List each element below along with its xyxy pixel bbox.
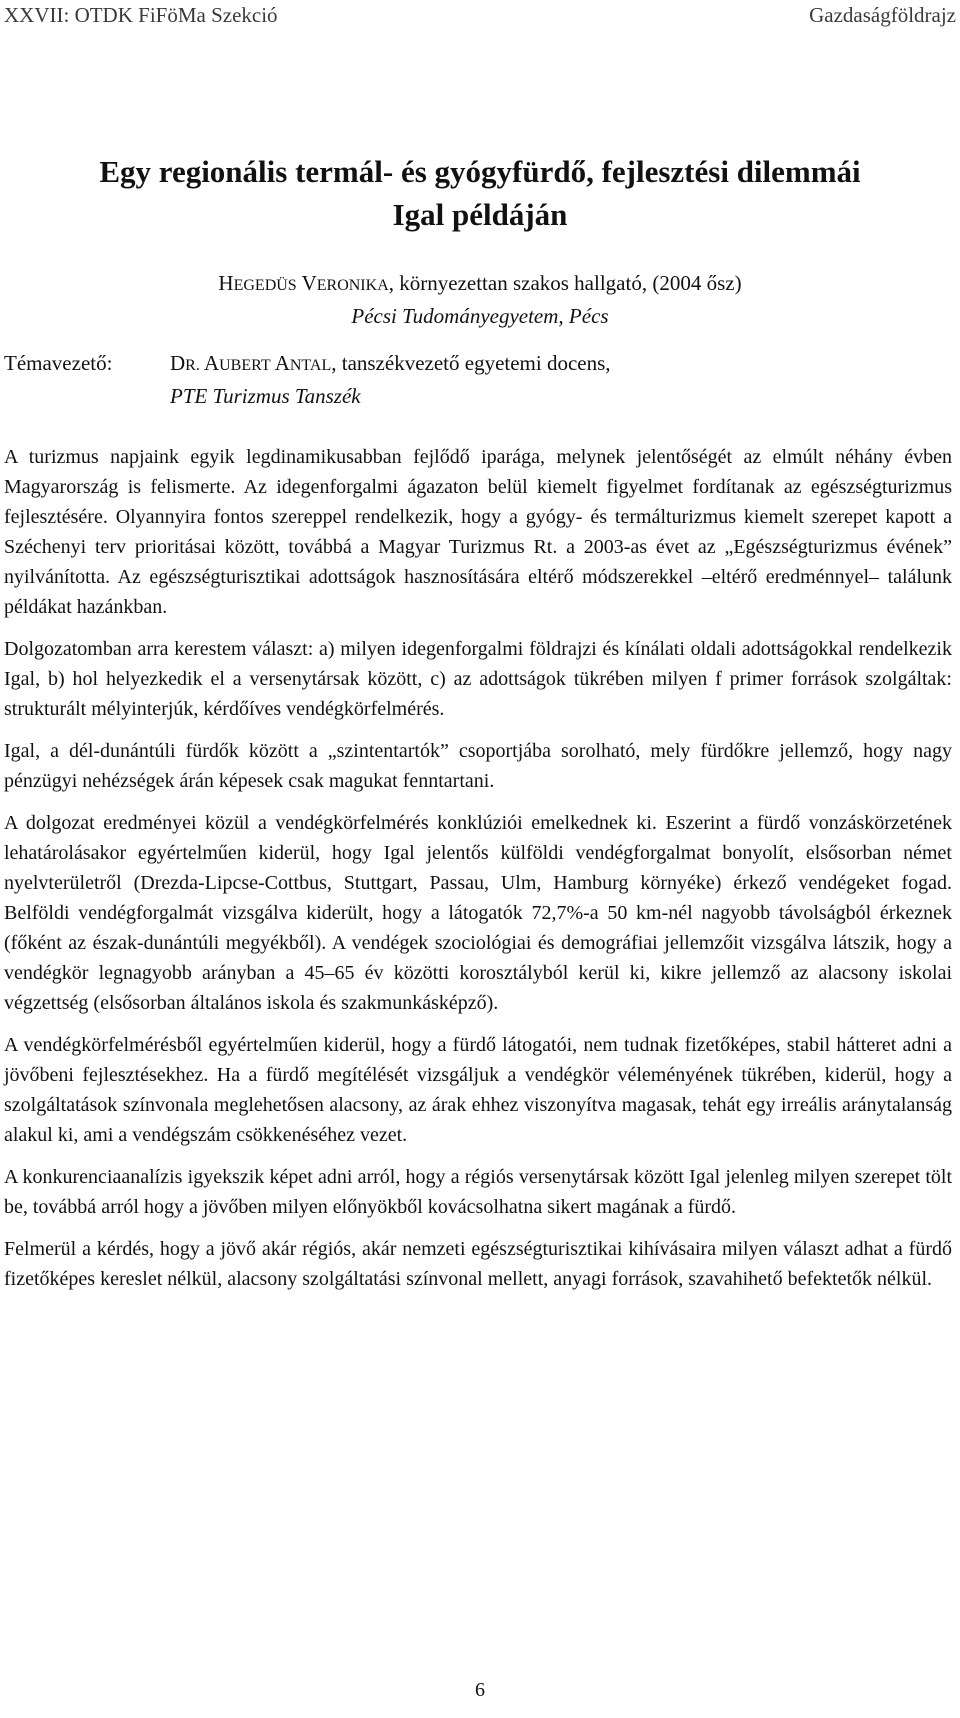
header-discipline-label: Gazdaságföldrajz [809, 3, 956, 27]
advisor-block [4, 348, 944, 411]
paragraph: A dolgozat eredményei közül a vendégkörfelmérés konklúziói emelkednek ki. Eszerint a fürdő vonzáskörzetének lehatárolásakor egyértelműen kiderül, hogy Igal jelentős külföldi vendégforgalmat bonyolít, elsősorban német nyelvterületről (Drezda-Lipcse-Cottbus, Stuttgart, Passau, Ulm, Hamburg környéke) érkező vendégeket fogad. Belföldi vendégforgalmát vizsgálva kiderült, hogy a látogatók 72,7%-a 50 km-nél nagyobb távolságból érkeznek (főként az észak-dunántúli megyékből). A vendégek szociológiai és demográfiai jellemzőit vizsgálva látszik, hogy a vendégkör legnagyobb arányban a 45–65 év közötti korosztályból kerül ki, kikre jellemző az alacsony iskolai végzettség (elsősorban általános iskola és szakmunkásképző). [4, 812, 952, 1014]
title-line-2: Igal példáján [392, 197, 568, 232]
header-section-label: XXVII: OTDK FiFöMa Szekció [4, 3, 278, 27]
advisor-line [4, 348, 944, 381]
running-header [0, 0, 960, 34]
title-line-1: Egy regionális termál- és gyógyfürdő, fejlesztési dilemmái [99, 154, 861, 189]
paragraph: A vendégkörfelmérésből egyértelműen kiderül, hogy a fürdő látogatói, nem tudnak fizetőképes, stabil hátteret adni a jövőbeni fejlesztésekhez. Ha a fürdő megítélését vizsgáljuk a vendégkör véleményének tükrében, kiderül, hogy a szolgáltatások színvonala meglehetősen alacsony, az árak ehhez viszonyítva magasak, tehát egy irreális aránytalanság alakul ki, ami a vendégszám csökkenéséhez vezet. [4, 1034, 952, 1146]
advisor-department: PTE Turizmus Tanszék [170, 384, 361, 408]
advisor-name: DR. AUBERT ANTAL [170, 351, 332, 375]
advisor-position: , tanszékvezető egyetemi docens, [331, 351, 611, 375]
advisor-label: Témavezető: [4, 351, 113, 375]
author-name: HEGEDÜS VERONIKA [218, 271, 389, 295]
page-number: 6 [475, 1679, 485, 1701]
paragraph: Felmerül a kérdés, hogy a jövő akár régiós, akár nemzeti egészségturisztikai kihívásaira milyen választ adhat a fürdő fizetőképes kereslet nélkül, alacsony szolgáltatási színvonal mellett, anyagi források, szavahihető befektetők nélkül. [4, 1238, 952, 1290]
paragraph: Dolgozatomban arra kerestem választ: a) milyen idegenforgalmi földrajzi és kínálati oldali adottságokkal rendelkezik Igal, b) hol helyezkedik el a versenytársak között, c) az adottságok tükrében milyen f primer források szolgáltak: strukturált mélyinterjúk, kérdőíves vendégkörfelmérés. [4, 638, 952, 720]
paper-title [0, 150, 960, 236]
author-line [0, 268, 960, 301]
author-affiliation: , környezettan szakos hallgató, (2004 ősz) [388, 271, 742, 295]
author-block [0, 268, 960, 331]
paragraph: Igal, a dél-dunántúli fürdők között a „szintentartók” csoportjába sorolható, mely fürdőkre jellemző, hogy nagy pénzügyi nehézségek árán képesek csak magukat fenntartani. [4, 740, 952, 792]
paragraph: A konkurenciaanalízis igyekszik képet adni arról, hogy a régiós versenytársak között Igal jelenleg milyen szerepet tölt be, továbbá arról hogy a jövőben milyen előnyökből kovácsolhatna sikert magának a fürdő. [4, 1166, 952, 1218]
author-university: Pécsi Tudományegyetem, Pécs [351, 304, 609, 328]
abstract-body [4, 442, 952, 1306]
paragraph: A turizmus napjaink egyik legdinamikusabban fejlődő iparága, melynek jelentőségét az elmúlt néhány évben Magyarország is felismerte. Az idegenforgalmi ágazaton belül kiemelt figyelmet fordítanak az egészségturizmus fejlesztésére. Olyannyira fontos szereppel rendelkezik, hogy a gyógy- és termálturizmus kiemelt szerepet kapott a Széchenyi terv prioritásai között, továbbá a Magyar Turizmus Rt. a 2003-as évet az „Egészségturizmus évének” nyilvánította. Az egészségturisztikai adottságok hasznosítására eltérő módszerekkel –eltérő eredménnyel– találunk példákat hazánkban. [4, 446, 952, 618]
